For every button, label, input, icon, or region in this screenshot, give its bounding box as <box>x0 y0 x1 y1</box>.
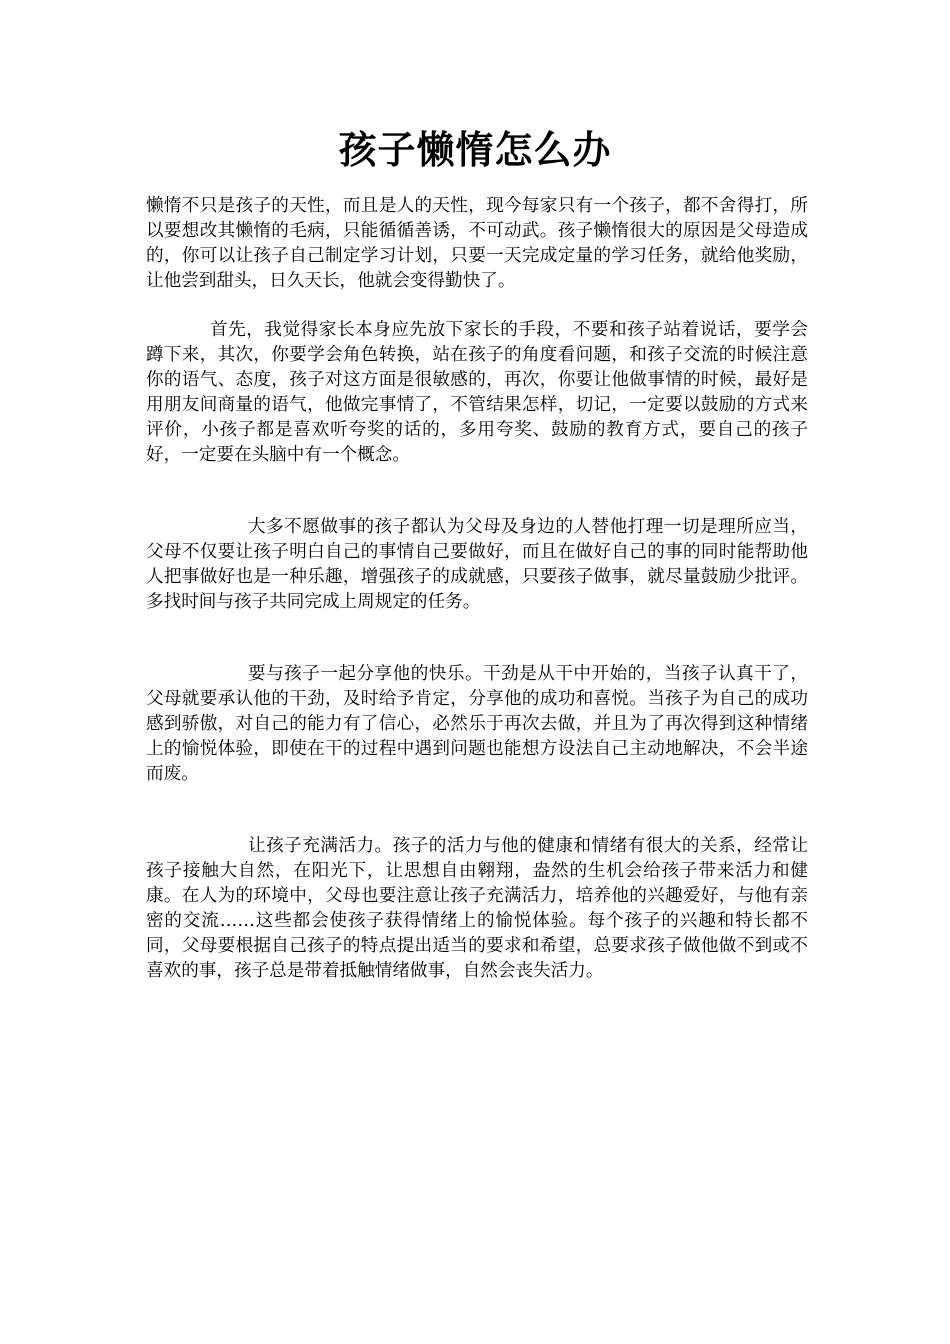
paragraph-4: 要与孩子一起分享他的快乐。干劲是从干中开始的，当孩子认真干了，父母就要承认他的干劲，及时给予肯定，分享他的成功和喜悦。当孩子为自己的成功感到骄傲，对自己的能力有了信心，必然乐于再次去做，并且为了再次得到这种情绪上的愉悦体验，即使在干的过程中遇到问题也能想方设法自己主动地解决，不会半途而废。 <box>146 664 808 784</box>
document-title: 孩子懒惰怎么办 <box>338 127 612 172</box>
paragraph-2: 首先，我觉得家长本身应先放下家长的手段，不要和孩子站着说话，要学会蹲下来，其次，你要学会角色转换，站在孩子的角度看问题，和孩子交流的时候注意你的语气、态度，孩子对这方面是很敏感的，再次，你要让他做事情的时候，最好是用朋友间商量的语气，他做完事情了，不管结果怎样，切记，一定要以鼓励的方式来评价，小孩子都是喜欢听夸奖的话的，多用夸奖、鼓励的教育方式，要自己的孩子好，一定要在头脑中有一个概念。 <box>146 320 808 465</box>
paragraph-3: 大多不愿做事的孩子都认为父母及身边的人替他打理一切是理所应当，父母不仅要让孩子明白自己的事情自己要做好，而且在做好自己的事的同时能帮助他人把事做好也是一种乐趣，增强孩子的成就感，只要孩子做事，就尽量鼓励少批评。多找时间与孩子共同完成上周规定的任务。 <box>146 517 808 612</box>
paragraph-5: 让孩子充满活力。孩子的活力与他的健康和情绪有很大的关系，经常让孩子接触大自然，在阳光下，让思想自由翱翔，盎然的生机会给孩子带来活力和健康。在人为的环境中，父母也要注意让孩子充满活力，培养他的兴趣爱好，与他有亲密的交流……这些都会使孩子获得情绪上的愉悦体验。每个孩子的兴趣和特长都不同，父母要根据自己孩子的特点提出适当的要求和希望，总要求孩子做他做不到或不喜欢的事，孩子总是带着抵触情绪做事，自然会丧失活力。 <box>146 836 808 981</box>
paragraph-1: 懒惰不只是孩子的天性，而且是人的天性，现今每家只有一个孩子，都不舍得打，所以要想改其懒惰的毛病，只能循循善诱，不可动武。孩子懒惰很大的原因是父母造成的，你可以让孩子自己制定学习计划，只要一天完成定量的学习任务，就给他奖励，让他尝到甜头，日久天长，他就会变得勤快了。 <box>146 196 808 291</box>
